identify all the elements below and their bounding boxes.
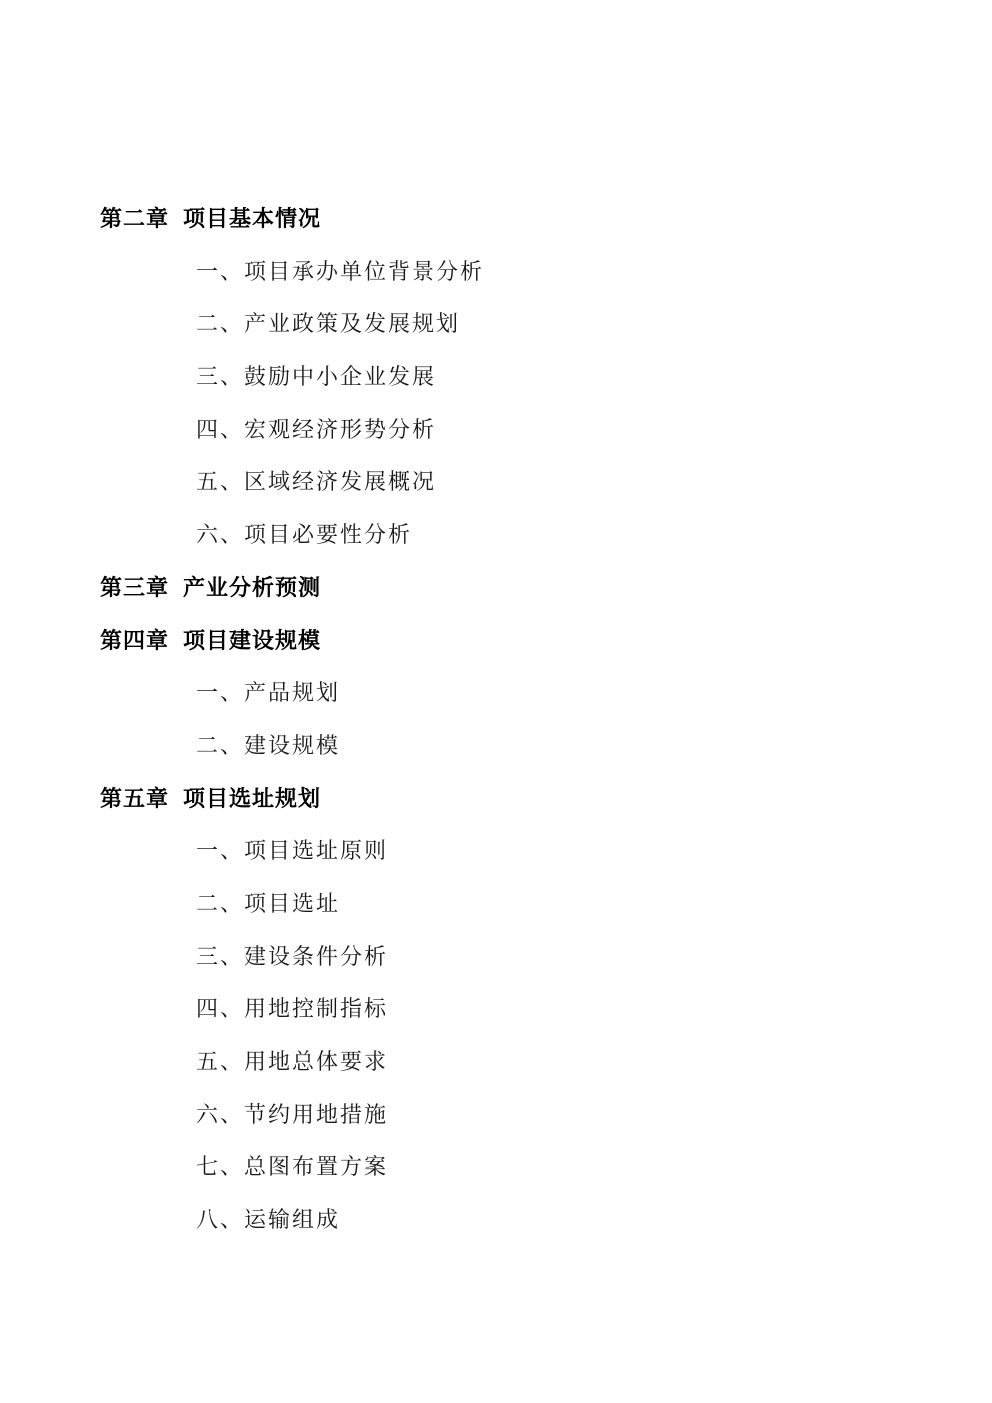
toc-section: 八、运输组成 [196, 1208, 341, 1234]
chapter-number: 第二章 [100, 207, 170, 232]
toc-chapter [0, 774, 992, 827]
toc-section: 五、用地总体要求 [196, 1050, 389, 1075]
chapter-title: 项目建设规模 [183, 628, 322, 654]
toc-section: 二、产业政策及发展规划 [196, 312, 461, 338]
toc-section: 六、项目必要性分析 [196, 523, 413, 549]
toc-section: 三、鼓励中小企业发展 [196, 365, 437, 391]
chapter-number: 第五章 [100, 786, 170, 812]
table-of-contents [0, 194, 992, 1248]
toc-section: 一、项目选址原则 [196, 839, 389, 865]
toc-chapter [0, 194, 992, 247]
toc-section: 七、总图布置方案 [196, 1155, 389, 1181]
toc-section: 五、区域经济发展概况 [196, 470, 437, 496]
toc-section: 一、项目承办单位背景分析 [196, 259, 485, 285]
chapter-number: 第四章 [100, 628, 170, 654]
chapter-title: 项目基本情况 [183, 207, 322, 232]
toc-section: 四、用地控制指标 [196, 997, 389, 1023]
toc-section: 一、产品规划 [196, 681, 341, 707]
chapter-title: 产业分析预测 [183, 575, 322, 601]
toc-chapter [0, 616, 992, 669]
chapter-number: 第三章 [100, 575, 170, 601]
toc-section: 二、建设规模 [196, 733, 341, 759]
toc-chapter [0, 563, 992, 616]
toc-section: 四、宏观经济形势分析 [196, 417, 437, 443]
chapter-title: 项目选址规划 [183, 786, 322, 812]
toc-section: 二、项目选址 [196, 891, 341, 917]
toc-section: 六、节约用地措施 [196, 1102, 389, 1128]
toc-section: 三、建设条件分析 [196, 944, 389, 970]
